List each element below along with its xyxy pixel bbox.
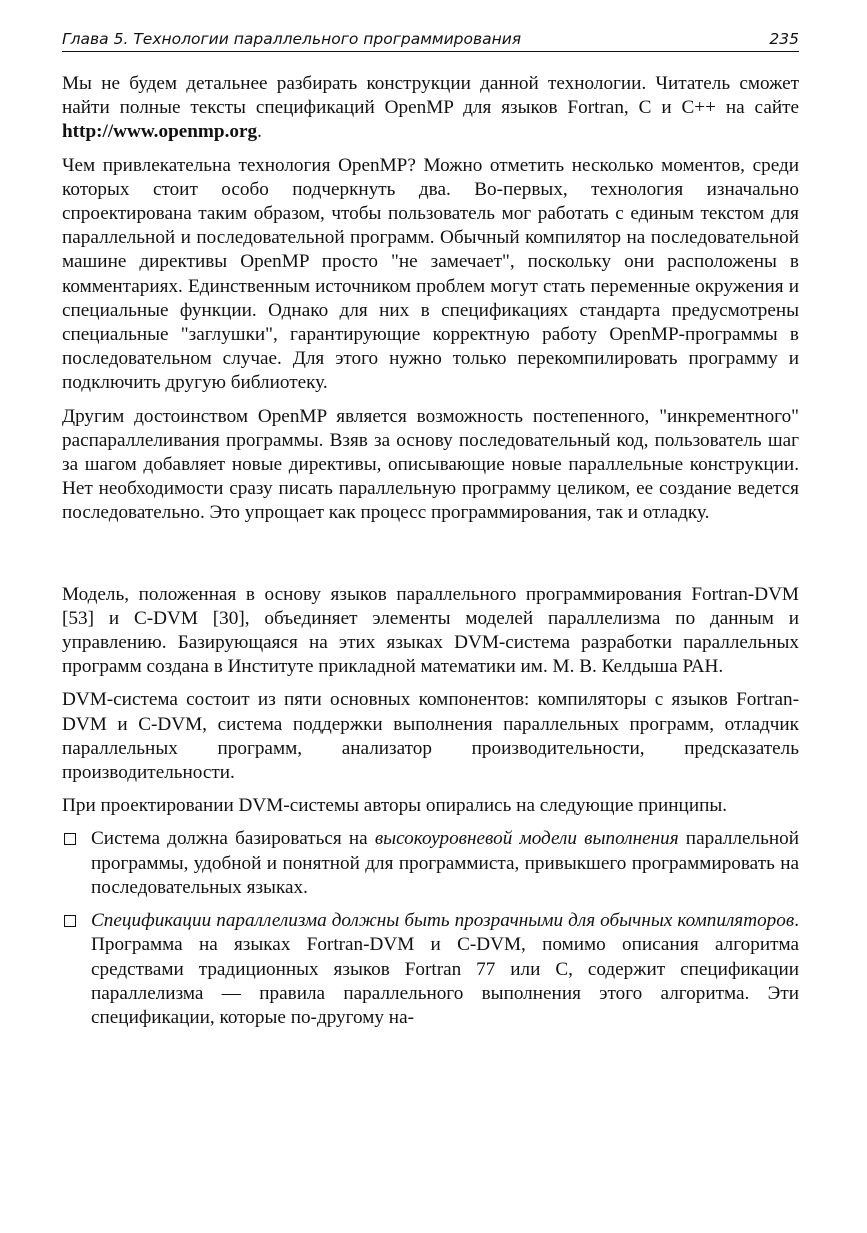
paragraph-text: .	[257, 121, 262, 143]
page-number: 235	[769, 30, 799, 48]
section-gap	[62, 526, 799, 583]
list-item	[62, 909, 799, 1030]
paragraph-incremental: Другим достоинством OpenMP является возможность постепенного, "инкрементного" распараллеливания программы. Взяв за основу последовательный код, пользователь шаг за шагом добавляет новые директивы, описывающие новые параллельные конструкции. Нет необходимости сразу писать параллельную программу целиком, ее создание ведется последовательно. Это упрощает как процесс программирования, так и отладку.	[62, 405, 799, 524]
list-item	[62, 827, 799, 900]
paragraph-dvm-principles: При проектировании DVM-системы авторы опирались на следующие принципы.	[62, 795, 728, 817]
page-header	[62, 30, 799, 52]
paragraph-openmp-advantages: Чем привлекательна технология OpenMP? Можно отметить несколько моментов, среди которых стоит особо подчеркнуть два. Во-первых, технология изначально спроектирована таким образом, чтобы пользователь мог работать с единым текстом для параллельной и последовательной программ. Обычный компилятор на последовательной машине директивы OpenMP просто "не замечает", поскольку они расположены в комментариях. Единственным источником проблем могут стать переменные окружения и специальные функции. Однако для них в спецификациях стандарта предусмотрены специальные "заглушки", гарантирующие корректную работу OpenMP-программы в последовательном случае. Для этого нужно только перекомпилировать программу и подключить другую библиотеку.	[62, 154, 799, 394]
paragraph-dvm-model: Модель, положенная в основу языков параллельного программирования Fortran-DVM [53] и C-DVM [30], объединяет элементы моделей параллелизма по данным и управлению. Базирующаяся на этих языках DVM-система разработки параллельных программ создана в Институте прикладной математики им. М. В. Келдыша РАН.	[62, 583, 799, 678]
chapter-title: Глава 5. Технологии параллельного программирования	[62, 30, 522, 48]
checkbox-bullet-icon	[64, 833, 76, 845]
bullet-italic-text: высокоуровневой модели выполнения	[374, 828, 679, 850]
bullet-text: . Программа на языках Fortran-DVM и C-DVM, помимо описания алгоритма средствами традиционных языков Fortran 77 или C, содержит спецификации параллелизма — правила параллельного выполнения этого алгоритма. Эти спецификации, которые по-другому на-	[91, 910, 799, 1028]
bullet-text: параллельной программы, удобной и понятной для программиста, привыкшего программировать на последовательных языках.	[91, 828, 799, 898]
bullet-italic-text: Спецификации параллелизма должны быть прозрачными для обычных компиляторов	[91, 910, 795, 932]
page-body	[62, 72, 799, 1030]
checkbox-bullet-icon	[64, 915, 76, 927]
principles-list	[62, 827, 799, 1030]
bullet-text: Система должна базироваться на	[91, 828, 375, 850]
paragraph-dvm-components: DVM-система состоит из пяти основных компонентов: компиляторы с языков Fortran-DVM и C-DVM, система поддержки выполнения параллельных программ, отладчик параллельных программ, анализатор производительности, предсказатель производительности.	[62, 689, 799, 784]
paragraph-openmp-specs	[62, 72, 799, 145]
openmp-link[interactable]: http://www.openmp.org	[62, 121, 258, 143]
paragraph-text: Мы не будем детальнее разбирать конструкции данной технологии. Читатель сможет найти полные тексты спецификаций OpenMP для языков Fortran, C и C++ на сайте	[62, 73, 799, 119]
